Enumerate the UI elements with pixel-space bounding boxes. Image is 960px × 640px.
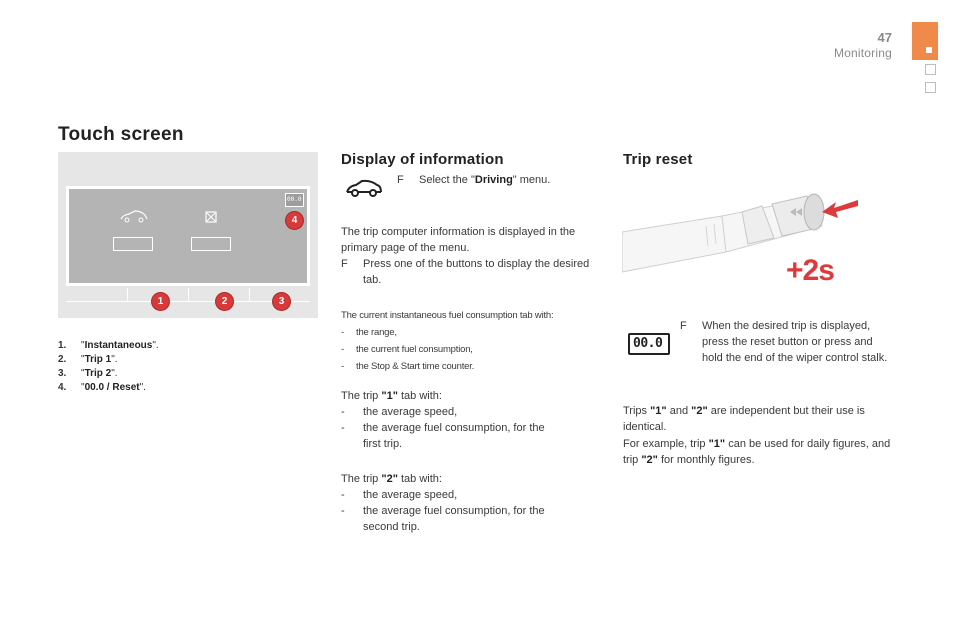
page-number: 47 bbox=[877, 30, 892, 45]
callout-1: 1 bbox=[152, 293, 169, 310]
callout-4: 4 bbox=[286, 212, 303, 229]
callout-3: 3 bbox=[273, 293, 290, 310]
reset-display-icon[interactable]: 00.0 bbox=[285, 193, 304, 207]
trip-independence-note: Trips "1" and "2" are independent but their use is identical. bbox=[623, 405, 865, 433]
screen-button[interactable] bbox=[113, 237, 153, 251]
screen-button[interactable] bbox=[191, 237, 231, 251]
reset-display-icon: 00.0 bbox=[628, 333, 670, 355]
instant-tab-block: The current instantaneous fuel consumption tab with: - the range, - the current fuel consumption, - the Stop & Start time counter. bbox=[341, 307, 611, 375]
nav-square-icon[interactable] bbox=[925, 64, 936, 75]
list-item: - the average fuel consumption, for the second trip. bbox=[341, 505, 545, 533]
fuel-icon bbox=[205, 211, 217, 223]
select-instruction: F Select the "Driving" menu. bbox=[397, 174, 551, 186]
hold-duration-label: +2s bbox=[786, 254, 834, 287]
page-title: Touch screen bbox=[58, 124, 184, 145]
legend-list bbox=[58, 339, 159, 395]
list-item: - the average speed, bbox=[341, 406, 458, 418]
nav-square-icon[interactable] bbox=[925, 82, 936, 93]
display-info-heading: Display of information bbox=[341, 151, 504, 168]
tab-square-icon bbox=[926, 47, 932, 53]
callout-2: 2 bbox=[216, 293, 233, 310]
trip2-block: The trip "2" tab with: - the average speed, - the average fuel consumption, for the second trip. bbox=[341, 471, 561, 535]
list-item: 2. "Trip 1". bbox=[58, 354, 118, 365]
intro-paragraph: The trip computer information is displayed in the primary page of the menu. bbox=[341, 226, 576, 254]
list-item: 1. "Instantaneous". bbox=[58, 340, 159, 351]
car-menu-icon bbox=[344, 176, 384, 198]
list-item: 3. "Trip 2". bbox=[58, 368, 118, 379]
list-item: 4. "00.0 / Reset". bbox=[58, 382, 146, 393]
screen-area bbox=[66, 186, 310, 286]
press-arrow-icon bbox=[820, 196, 860, 222]
section-tab[interactable] bbox=[912, 22, 938, 60]
car-icon bbox=[119, 209, 149, 223]
trip1-block: The trip "1" tab with: - the average speed, - the average fuel consumption, for the first trip. bbox=[341, 388, 561, 452]
reset-instruction: F When the desired trip is displayed, press the reset button or press and hold the end of the wiper control stalk. bbox=[680, 320, 888, 364]
trip-example-note: For example, trip "1" can be used for daily figures, and trip "2" for monthly figures. bbox=[623, 438, 891, 466]
list-item: - the average fuel consumption, for the first trip. bbox=[341, 422, 545, 450]
press-instruction: F Press one of the buttons to display the desired tab. bbox=[341, 258, 590, 286]
list-item: - the average speed, bbox=[341, 489, 458, 501]
section-name: Monitoring bbox=[833, 46, 892, 60]
list-item: - the current fuel consumption, bbox=[341, 344, 473, 355]
trip-reset-heading: Trip reset bbox=[623, 151, 693, 168]
list-item: - the range, bbox=[341, 327, 397, 338]
list-item: - the Stop & Start time counter. bbox=[341, 361, 475, 372]
